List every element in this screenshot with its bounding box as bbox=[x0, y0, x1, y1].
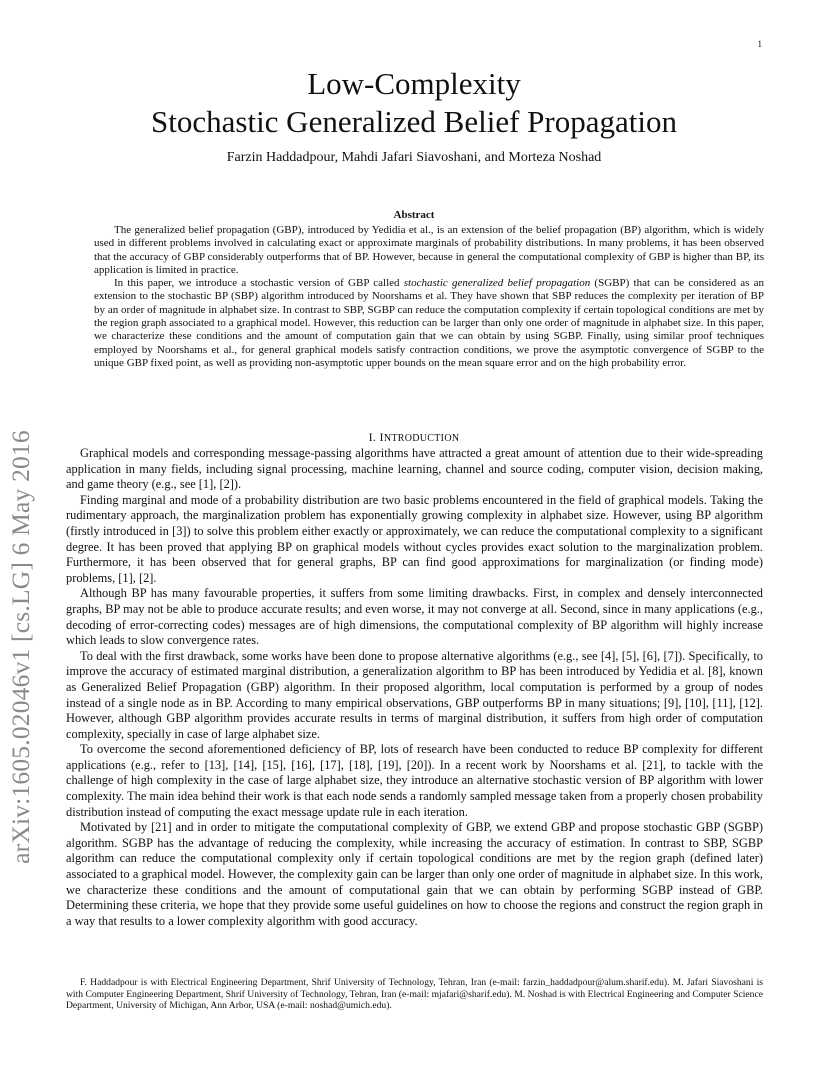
body-paragraph: Motivated by [21] and in order to mitigate the computational complexity of GBP, we extend GBP and propose stochastic GBP (SGBP) algorithm. SGBP has the advantage of reducing the complexity, while increasing the accuracy of estimation. In contrast to SBP, SGBP algorithm can reduce the computational complexity only if certain topological conditions are met by the region graph (defined later) associated to a graphical model. However, the complexity gain can be larger than only one order of magnitude in alphabet size. In this work, we characterize these conditions and the amount of computational gain that we can obtain by performing SGBP instead of GBP. Determining these criteria, we hope that they provide some useful guidelines on how to choose the regions and construct the region graph in a way that results to a lower complexity algorithm with good accuracy. bbox=[66, 820, 763, 928]
section-title-initial: I bbox=[379, 430, 384, 444]
body-paragraph: Finding marginal and mode of a probability distribution are two basic problems encountered in the field of graphical models. Taking the rudimentary approach, the marginalization problem has exponentially growing complexity in alphabet size. However, using BP algorithm (firstly introduced in [3]) to solve this problem either exactly or approximately, we can reduce the computational complexity to a significant degree. It has been proved that applying BP on graphical models without cycles provides exact solution to the marginalization problem. Furthermore, it has been observed that for general graphs, BP can find good approximations for marginalization (or finding mode) problems, [1], [2]. bbox=[66, 492, 763, 585]
abstract-text: (SGBP) that can be considered as an extension to the stochastic BP (SBP) algorithm introduced by Noorshams et al. They have shown that SBP reduces the complexity per iteration of BP by an order of magnitude in alphabet size. In contrast to SBP, SGBP can reduce the computation complexity if certain topological conditions are met by the region graph associated to a graphical model. However, this reduction can be larger than only one order of magnitude in alphabet size. In this paper, we characterize these conditions and the amount of computation gain that we can obtain by using SGBP. Finally, using similar proof techniques employed by Noorshams et al., for general graphical models satisfy contraction conditions, we prove the asymptotic convergence of SGBP to the unique GBP fixed point, as well as providing non-asymptotic upper bounds on the mean square error and on the high probability error. bbox=[94, 277, 764, 369]
arxiv-stamp-text: arXiv:1605.02046v1 [cs.LG] 6 May 2016 bbox=[6, 430, 35, 864]
abstract-paragraph bbox=[94, 277, 764, 370]
section-heading bbox=[0, 430, 828, 445]
paper-title bbox=[0, 65, 828, 141]
footnote-text: F. Haddadpour is with Electrical Engineering Department, Shrif University of Technology, Tehran, Iran (e-mail: farzin_haddadpour@alum.sharif.edu). M. Jafari Siavoshani is with Computer Engineering Department, Shrif University of Technology, Tehran, Iran (e-mail: mjafari@sharif.edu). M. Noshad is with Electrical Engineering and Computer Science Department, University of Michigan, Ann Arbor, USA (e-mail: noshad@umich.edu). bbox=[66, 977, 763, 1012]
abstract-text: In this paper, we introduce a stochastic version of GBP called bbox=[114, 277, 404, 290]
abstract bbox=[94, 224, 764, 370]
author-list: Farzin Haddadpour, Mahdi Jafari Siavoshani, and Morteza Noshad bbox=[226, 150, 602, 165]
body-paragraph: Although BP has many favourable properties, it suffers from some limiting drawbacks. First, in complex and densely interconnected graphs, BP may not be able to produce accurate results; and even worse, it may not converge at all. Second, since in many applications (e.g., decoding of error-correcting codes) messages are of high dimensions, the computational complexity of BP algorithm will highly increase which leads to slow convergence rates. bbox=[66, 586, 763, 648]
title-line-2: Stochastic Generalized Belief Propagation bbox=[151, 104, 677, 139]
abstract-emphasis: stochastic generalized belief propagation bbox=[403, 277, 591, 290]
abstract-heading: Abstract bbox=[393, 209, 435, 221]
abstract-paragraph: The generalized belief propagation (GBP), introduced by Yedidia et al., is an extension of the belief propagation (BP) algorithm, which is widely used in different problems involved in calculating exact or approximate marginals of probability distributions. In many problems, it has been observed that the accuracy of GBP considerably outperforms that of BP. However, because in general the computational complexity of GBP is higher than BP, its application is limited in practice. bbox=[94, 224, 764, 276]
page-number: 1 bbox=[757, 39, 762, 49]
section-number: I. bbox=[368, 430, 377, 444]
section-title-rest: NTRODUCTION bbox=[383, 433, 460, 444]
body-paragraph: Graphical models and corresponding message-passing algorithms have attracted a great amount of attention due to their wide-spreading application in many fields, including signal processing, machine learning, channel and source coding, computer vision, decision making, and game theory (e.g., see [1], [2]). bbox=[66, 446, 763, 492]
title-line-1: Low-Complexity bbox=[307, 66, 521, 101]
author-footnote bbox=[66, 977, 763, 1012]
body-paragraph: To overcome the second aforementioned deficiency of BP, lots of research have been conducted to reduce BP complexity for different applications (e.g., refer to [13], [14], [15], [16], [17], [18], [19], [20]). In a recent work by Noorshams et al. [21], to tackle with the challenge of high complexity in the case of large alphabet size, they introduce an alternative stochastic version of BP algorithm with lower complexity. The main idea behind their work is that each node sends a randomly sampled message taken from a properly chosen probability distribution instead of computing the exact message update rule in each iteration. bbox=[66, 742, 763, 819]
body-text bbox=[66, 446, 763, 929]
body-paragraph: To deal with the first drawback, some works have been done to propose alternative algorithms (e.g., see [4], [5], [6], [7]). Specifically, to improve the accuracy of estimated marginal distribution, a generalization algorithm to BP has been introduced by Yedidia et al. [8], known as Generalized Belief Propagation (GBP) algorithm. In their proposed algorithm, local computation is performed by a group of nodes instead of a single node as in BP. According to many empirical observations, GBP outperforms BP in many situations; [9], [10], [11], [12]. However, although GBP algorithm provides accurate results in terms of marginal distribution, it suffers from high order of computation complexity, specially in case of large alphabet size. bbox=[66, 648, 763, 741]
